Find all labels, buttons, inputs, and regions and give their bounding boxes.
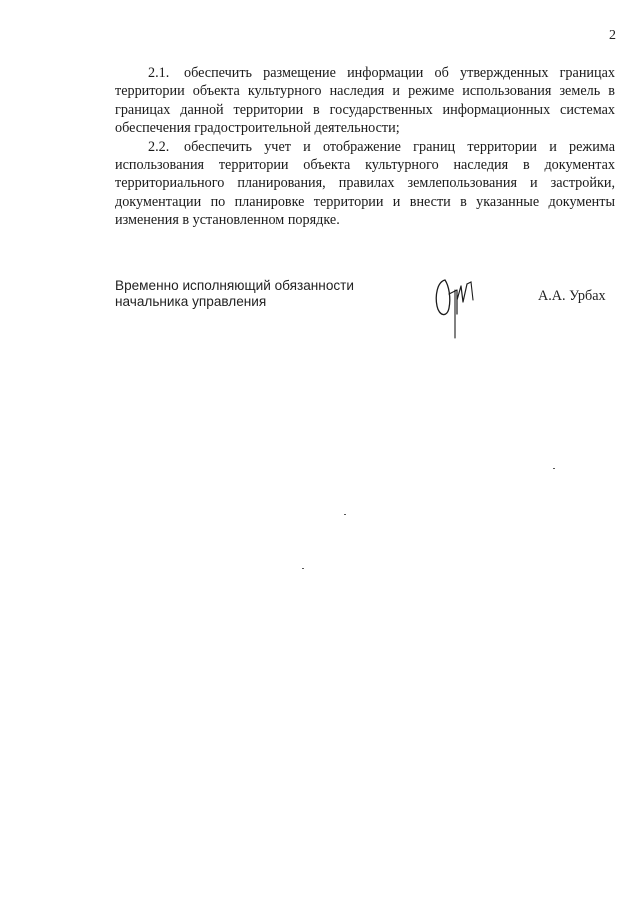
list-item: [115, 64, 615, 138]
scan-speck: [553, 468, 555, 469]
item-text: обеспечить учет и отображение границ территории и режима использования территории объекта культурного наследия в документах территориального планирования, правилах землепользования и застройки, документации по планировке территории и внести в указанные документы изменения в установленном порядке.: [115, 138, 615, 229]
page-number: 2: [609, 28, 616, 43]
signatory-title-line-1: Временно исполняющий обязанности: [115, 278, 354, 293]
signatory-title-line-2: начальника управления: [115, 293, 267, 309]
signatory-name: А.А. Урбах: [538, 288, 606, 304]
item-text: обеспечить размещение информации об утвержденных границах территории объекта культурного наследия и режиме использования земель в границах данной территории в государственных информационных системах обеспечения градостроительной деятельности;: [115, 65, 615, 137]
signatory-title: [115, 278, 354, 309]
item-number: 2.2.: [148, 138, 170, 155]
scan-speck: [344, 514, 346, 515]
item-number: 2.1.: [148, 65, 170, 81]
signature-block: [115, 278, 615, 348]
document-body: [115, 64, 615, 230]
handwritten-signature-icon: [427, 272, 497, 342]
list-item: [115, 138, 615, 230]
scan-speck: [302, 568, 304, 569]
